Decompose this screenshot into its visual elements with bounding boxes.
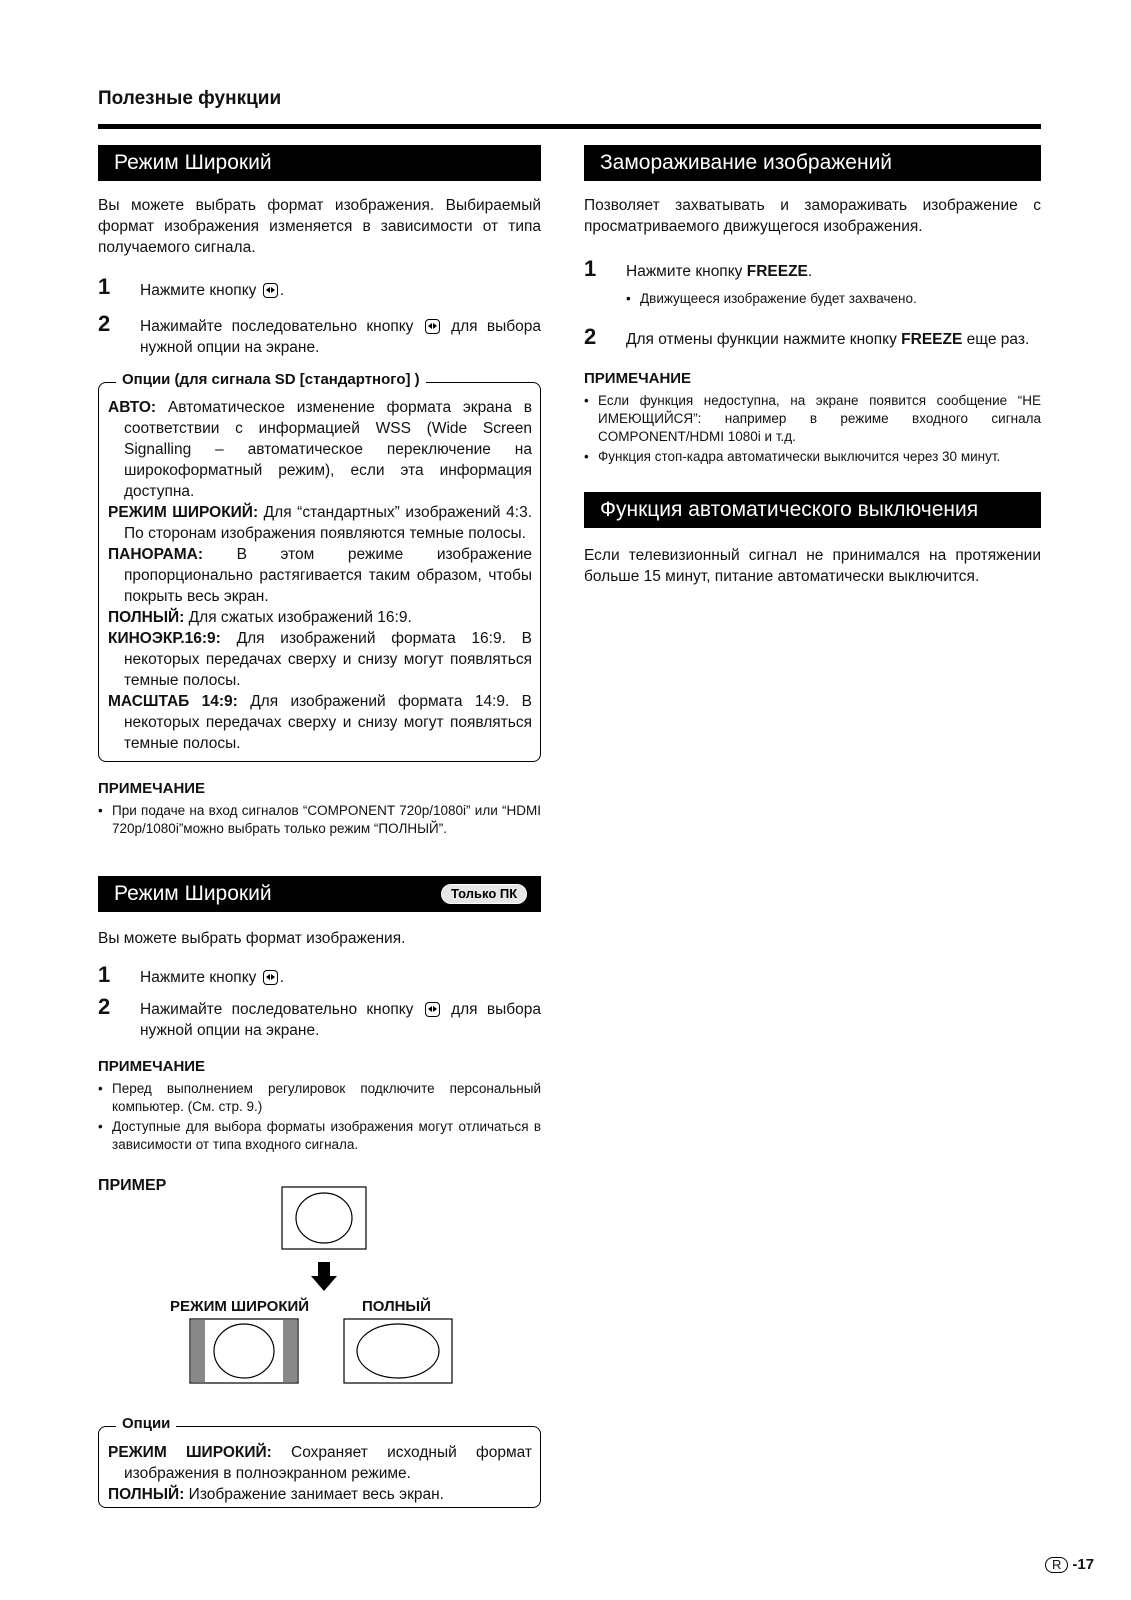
option-cinema bbox=[108, 628, 532, 691]
wide-key-icon bbox=[425, 319, 440, 334]
step-number: 1 bbox=[98, 962, 111, 987]
step-label: Нажимайте последовательно кнопку bbox=[140, 1001, 414, 1018]
step-label: Нажмите кнопку bbox=[626, 263, 743, 280]
note-item: • Доступные для выбора форматы изображения могут отличаться в зависимости от типа входного сигнала. bbox=[98, 1118, 541, 1154]
header-rule bbox=[98, 124, 1041, 129]
note-item: • Функция стоп-кадра автоматически выключится через 30 минут. bbox=[584, 448, 1041, 466]
option-panorama bbox=[108, 544, 532, 607]
page-number bbox=[1045, 1556, 1094, 1573]
step-label: еще раз. bbox=[966, 331, 1030, 348]
option-term: КИНОЭКР.16:9: bbox=[108, 630, 221, 647]
label-full-mode: ПОЛНЫЙ bbox=[362, 1298, 431, 1315]
section-title-auto-power-off bbox=[584, 492, 1041, 528]
freeze-intro: Позволяет захватывать и замораживать изображение с просматриваемого движущегося изображения. bbox=[584, 197, 1041, 235]
step-label: Нажмите кнопку bbox=[140, 969, 257, 986]
wide-key-icon bbox=[263, 283, 278, 298]
wide-key-icon bbox=[263, 970, 278, 985]
note-title: ПРИМЕЧАНИЕ bbox=[584, 370, 692, 387]
section-title-wide-mode bbox=[98, 145, 541, 181]
step-text bbox=[626, 329, 1041, 350]
note-title: ПРИМЕЧАНИЕ bbox=[98, 1058, 206, 1075]
step-number: 2 bbox=[98, 311, 111, 336]
arrow-down-icon-head bbox=[311, 1276, 337, 1291]
option-desc: Для изображений формата 14:9. В некоторых передачах сверху и снизу могут появляться темные полосы. bbox=[124, 693, 532, 752]
options-legend: Опции bbox=[116, 1415, 176, 1432]
option-desc: Сохраняет исходный формат изображения в полноэкранном режиме. bbox=[124, 1444, 533, 1482]
full-ellipse bbox=[357, 1324, 439, 1378]
wide-circle bbox=[214, 1324, 274, 1378]
options-legend: Опции (для сигнала SD [стандартного] ) bbox=[116, 371, 426, 388]
side-bar-right bbox=[283, 1320, 297, 1382]
section-title-text: Замораживание изображений bbox=[600, 151, 893, 174]
note-title: ПРИМЕЧАНИЕ bbox=[98, 780, 206, 797]
note-item: • Если функция недоступна, на экране появится сообщение “НЕ ИМЕЮЩИЙСЯ”: например в режиме входного сигнала COMPONENT/HDMI 1080i и т.д. bbox=[584, 392, 1041, 446]
step-text bbox=[626, 261, 1041, 282]
option-term: ПАНОРАМА: bbox=[108, 546, 204, 563]
language-badge: R bbox=[1045, 1557, 1068, 1573]
note-item: • При подаче на вход сигналов “COMPONENT 720p/1080i” или “HDMI 720p/1080i”можно выбрать только режим “ПОЛНЫЙ”. bbox=[98, 802, 541, 838]
page-number-text: -17 bbox=[1072, 1556, 1095, 1573]
step-number: 1 bbox=[584, 256, 597, 281]
wide-key-icon bbox=[425, 1002, 440, 1017]
section-title-text: Режим Широкий bbox=[114, 882, 272, 905]
option-desc: Для “стандартных” изображений 4:3. По сторонам изображения появляются темные полосы. bbox=[124, 504, 532, 542]
options-list bbox=[108, 397, 532, 754]
option-term: ПОЛНЫЙ: bbox=[108, 609, 185, 626]
freeze-key: FREEZE bbox=[746, 263, 808, 280]
step-label: Нажимайте последовательно кнопку bbox=[140, 318, 414, 335]
step-text: Нажмите кнопку . bbox=[140, 969, 285, 986]
option-full bbox=[108, 607, 532, 628]
auto-power-off-intro: Если телевизионный сигнал не принимался на протяжении больше 15 минут, питание автоматически выключится. bbox=[584, 547, 1041, 585]
step-label: . bbox=[807, 263, 813, 280]
example-diagram bbox=[180, 1185, 480, 1395]
step-number: 2 bbox=[584, 324, 597, 349]
step-label: для выбора нужной опции на экране. bbox=[140, 318, 542, 356]
step-text bbox=[140, 316, 541, 358]
option-wide bbox=[108, 1442, 532, 1484]
option-wide bbox=[108, 502, 532, 544]
side-bar-left bbox=[191, 1320, 205, 1382]
step-label: Для отмены функции нажмите кнопку bbox=[626, 331, 897, 348]
option-desc: Автоматическое изменение формата экрана в соответствии с информацией WSS (Wide Screen Signalling – автоматическое переключение на широкоформатный режим), если эта информация доступна. bbox=[124, 399, 532, 500]
option-desc: В этом режиме изображение пропорционально растягивается таким образом, чтобы покрыть весь экран. bbox=[124, 546, 532, 605]
arrow-down-icon bbox=[318, 1262, 330, 1276]
option-term: РЕЖИМ ШИРОКИЙ: bbox=[108, 1444, 272, 1461]
option-term: ПОЛНЫЙ: bbox=[108, 1486, 185, 1503]
step-text bbox=[140, 999, 541, 1041]
section-title-text: Функция автоматического выключения bbox=[600, 498, 979, 521]
option-term: РЕЖИМ ШИРОКИЙ: bbox=[108, 504, 259, 521]
step-number: 2 bbox=[98, 994, 111, 1019]
option-term: МАСШТАБ 14:9: bbox=[108, 693, 238, 710]
label-wide-mode: РЕЖИМ ШИРОКИЙ bbox=[170, 1298, 310, 1315]
step-bullet: • Движущееся изображение будет захвачено. bbox=[626, 290, 1041, 308]
option-zoom bbox=[108, 691, 532, 754]
option-desc: Для сжатых изображений 16:9. bbox=[188, 609, 412, 626]
section-title-text: Режим Широкий bbox=[114, 151, 272, 174]
step-text: Нажмите кнопку . bbox=[140, 282, 285, 299]
section-title-freeze bbox=[584, 145, 1041, 181]
source-circle bbox=[296, 1193, 352, 1243]
option-desc: Для изображений формата 16:9. В некоторых передачах сверху и снизу могут появляться темные полосы. bbox=[124, 630, 532, 689]
step-number: 1 bbox=[98, 274, 111, 299]
note-item: • Перед выполнением регулировок подключите персональный компьютер. (См. стр. 9.) bbox=[98, 1080, 541, 1116]
option-auto bbox=[108, 397, 532, 502]
step-label: Нажмите кнопку bbox=[140, 282, 257, 299]
freeze-key: FREEZE bbox=[901, 331, 963, 348]
wide-mode-intro: Вы можете выбрать формат изображения. Выбираемый формат изображения изменяется в зависимости от типа получаемого сигнала. bbox=[98, 197, 541, 256]
step-label: для выбора нужной опции на экране. bbox=[140, 1001, 542, 1039]
option-term: АВТО: bbox=[108, 399, 157, 416]
option-full bbox=[108, 1484, 532, 1505]
example-title: ПРИМЕР bbox=[98, 1177, 167, 1194]
option-desc: Изображение занимает весь экран. bbox=[188, 1486, 444, 1503]
pc-only-badge: Только ПК bbox=[441, 884, 527, 904]
wide-mode-pc-intro: Вы можете выбрать формат изображения. bbox=[98, 930, 406, 947]
page-header-title: Полезные функции bbox=[98, 88, 282, 109]
options-list bbox=[108, 1442, 532, 1505]
